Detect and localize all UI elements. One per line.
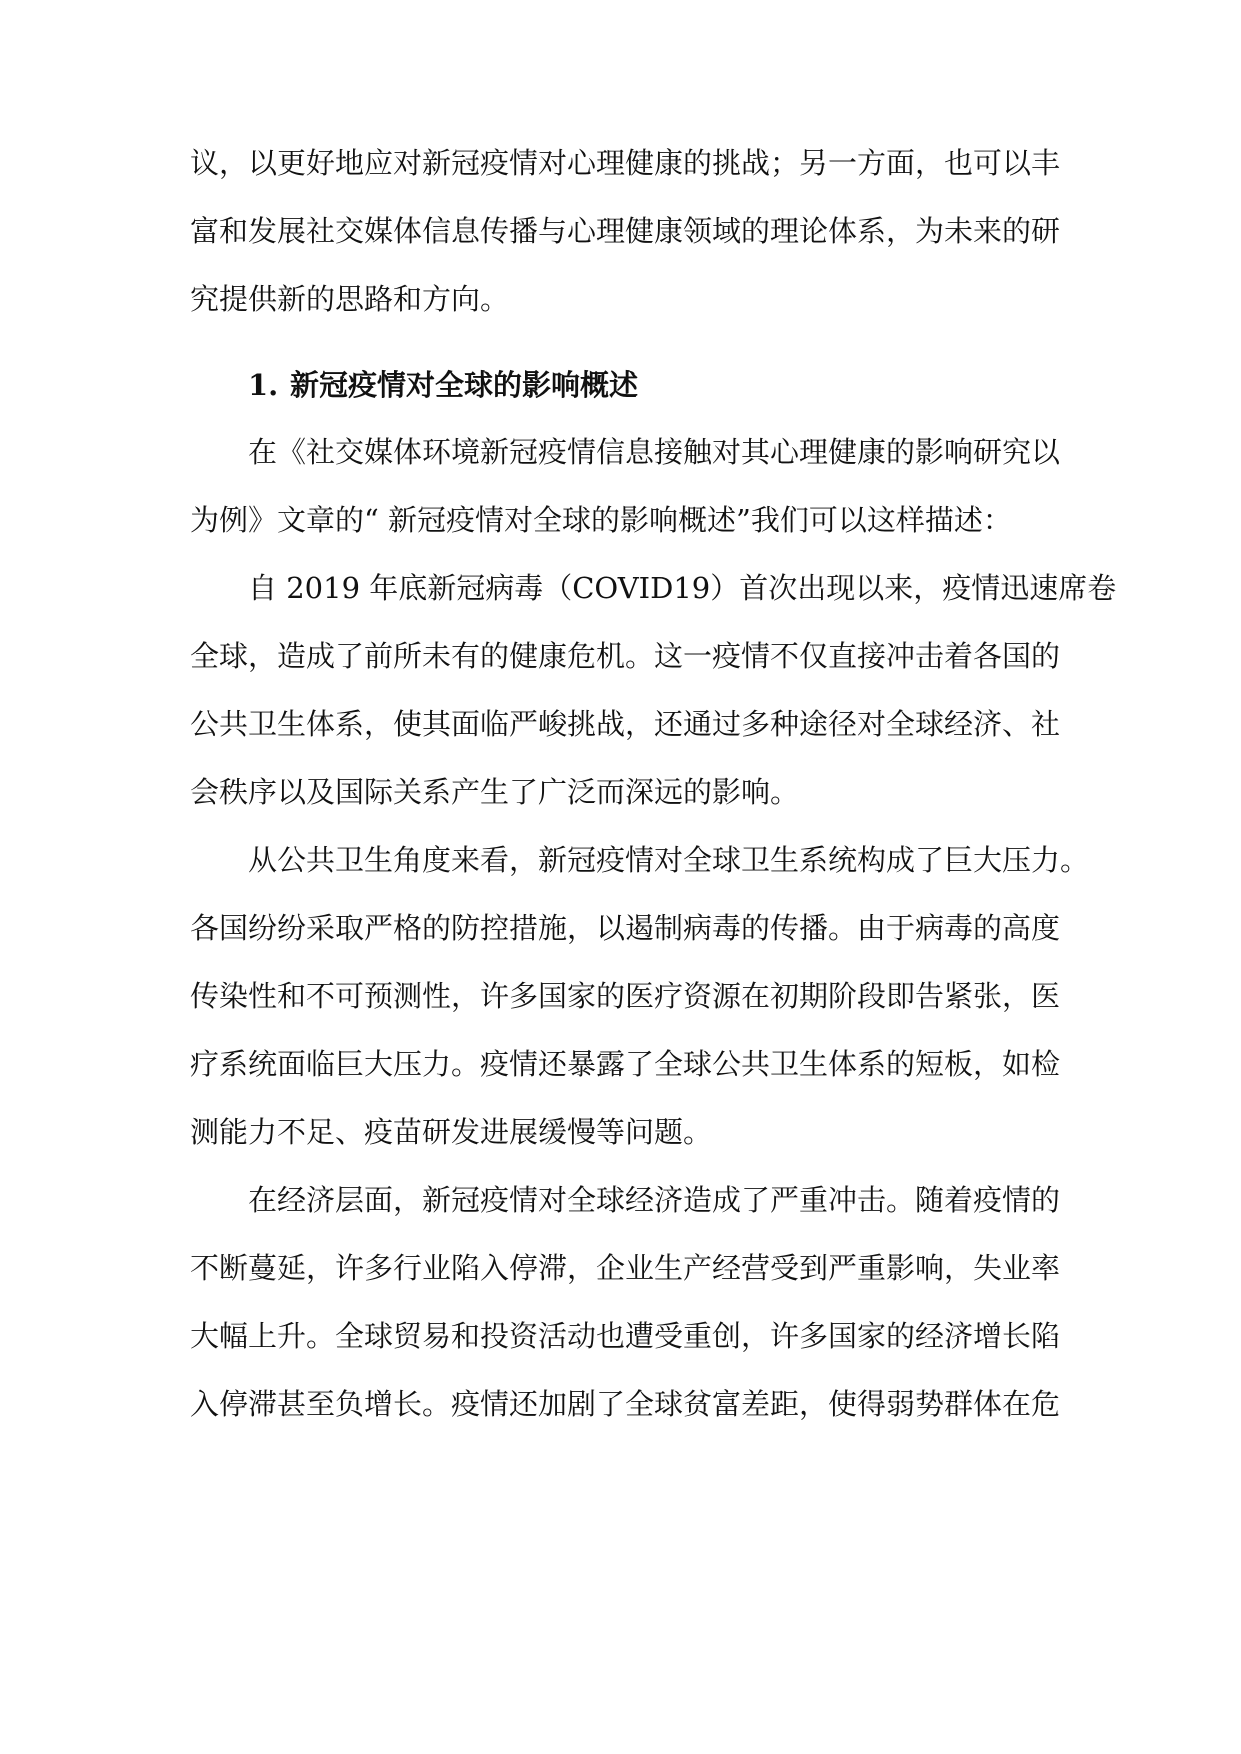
paragraph-line: 传染性和不可预测性，许多国家的医疗资源在初期阶段即告紧张，医 — [190, 979, 1061, 1013]
paragraph-line: 入停滞甚至负增长。疫情还加剧了全球贫富差距，使得弱势群体在危 — [190, 1387, 1061, 1421]
paragraph-line: 测能力不足、疫苗研发进展缓慢等问题。 — [190, 1115, 713, 1149]
section-heading — [248, 365, 638, 405]
paragraph-line: 从公共卫生角度来看，新冠疫情对全球卫生系统构成了巨大压力。 — [248, 843, 1090, 877]
section-number: 1. — [248, 368, 279, 402]
paragraph-line: 为例》文章的“ 新冠疫情对全球的影响概述”我们可以这样描述： — [190, 503, 1012, 537]
paragraph-line: 各国纷纷采取严格的防控措施，以遏制病毒的传播。由于病毒的高度 — [190, 911, 1061, 945]
intro-line: 议，以更好地应对新冠疫情对心理健康的挑战；另一方面，也可以丰 — [190, 146, 1061, 180]
intro-line: 究提供新的思路和方向。 — [190, 282, 510, 316]
paragraph-line: 全球，造成了前所未有的健康危机。这一疫情不仅直接冲击着各国的 — [190, 639, 1061, 673]
paragraph-line: 在经济层面，新冠疫情对全球经济造成了严重冲击。随着疫情的 — [248, 1183, 1061, 1217]
intro-line: 富和发展社交媒体信息传播与心理健康领域的理论体系，为未来的研 — [190, 214, 1061, 248]
section-title: 新冠疫情对全球的影响概述 — [290, 368, 639, 402]
paragraph-line: 大幅上升。全球贸易和投资活动也遭受重创，许多国家的经济增长陷 — [190, 1319, 1061, 1353]
paragraph-line: 疗系统面临巨大压力。疫情还暴露了全球公共卫生体系的短板，如检 — [190, 1047, 1061, 1081]
paragraph-line: 不断蔓延，许多行业陷入停滞，企业生产经营受到严重影响，失业率 — [190, 1251, 1061, 1285]
paragraph-line: 会秩序以及国际关系产生了广泛而深远的影响。 — [190, 775, 800, 809]
paragraph-line: 公共卫生体系，使其面临严峻挑战，还通过多种途径对全球经济、社 — [190, 707, 1061, 741]
paragraph-line: 自 2019 年底新冠病毒（COVID19）首次出现以来，疫情迅速席卷 — [248, 571, 1117, 605]
paragraph-line: 在《社交媒体环境新冠疫情信息接触对其心理健康的影响研究以 — [248, 435, 1061, 469]
